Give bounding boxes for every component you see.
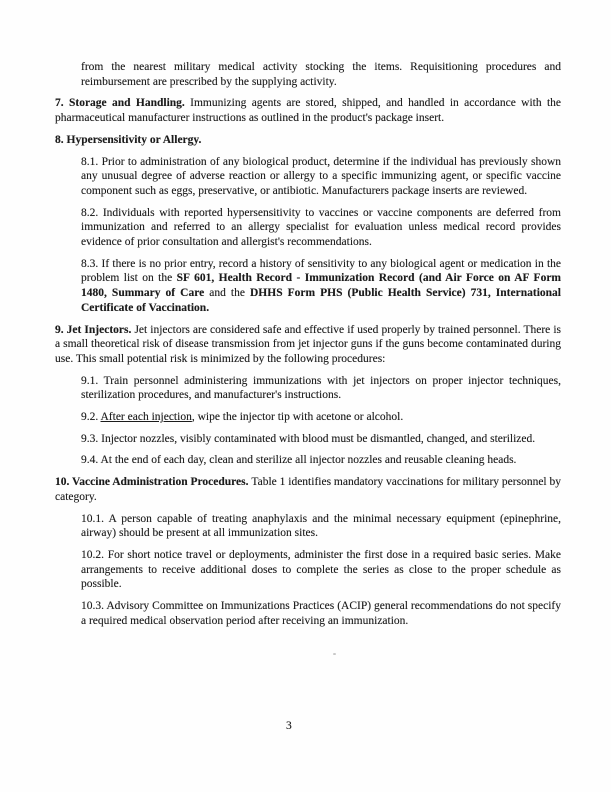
text-run: 9.3. Injector nozzles, visibly contaminated with blood must be dismantled, changed, and sterilized.	[81, 432, 536, 445]
text-run: 8.3. If there is no prior entry, record a history of sensitivity to any biological agent or medication in the problem list on the	[81, 257, 561, 285]
page-number: 3	[286, 720, 292, 732]
bold-text-run: 7. Storage and Handling.	[55, 97, 191, 110]
text-run: from the nearest military medical activity stocking the items. Requisitioning procedures and reimbursement are prescribed by the supplying activity.	[81, 61, 561, 88]
text-run: 9.1. Train personnel administering immunizations with jet injectors on proper injector techniques, sterilization procedures, and manufacturer's instructions.	[81, 374, 561, 402]
bold-text-run: 10. Vaccine Administration Procedures.	[55, 476, 252, 489]
paragraph	[55, 475, 561, 504]
paragraph	[81, 155, 561, 199]
paragraph	[81, 374, 561, 403]
text-run: , wipe the injector tip with acetone or alcohol.	[191, 411, 404, 424]
text-run: Table 1 identifies mandatory vaccinations for military personnel by category.	[55, 476, 561, 503]
text-run: 9.4. At the end of each day, clean and sterilize all injector nozzles and reusable cleaning heads.	[81, 454, 517, 467]
paragraph	[81, 453, 561, 468]
paragraph	[81, 548, 561, 592]
bold-text-run: 9. Jet Injectors.	[55, 323, 135, 336]
paragraph	[55, 133, 561, 148]
text-run: 8.2. Individuals with reported hypersensitivity to vaccines or vaccine components are deferred from immunization and referred to an allergy specialist for evaluation unless medical record provides evidence of prior consultation and allergist's recommendations.	[81, 206, 561, 249]
bold-text-run: SF 601, Health Record - Immunization Record (and Air Force on AF Form 1480, Summary of Care	[81, 272, 562, 300]
text-run: 9.2.	[81, 411, 101, 424]
document-body	[55, 60, 561, 636]
paragraph	[81, 432, 561, 447]
text-run: and the	[204, 287, 250, 300]
paragraph	[81, 512, 561, 541]
text-run: 8.1. Prior to administration of any biological product, determine if the individual has previously shown any unusual degree of adverse reaction or allergy to a specific immunizing agent, or specific vaccine component such as eggs, preservative, or antibiotic. Manufacturers package inserts are reviewed.	[81, 155, 561, 197]
paragraph	[81, 410, 561, 425]
paragraph	[81, 599, 561, 628]
paragraph	[55, 323, 561, 367]
text-run: 10.1. A person capable of treating anaphylaxis and the minimal necessary equipment (epinephrine, airway) should be present at all immunization sites.	[81, 512, 561, 540]
text-run: 10.3. Advisory Committee on Immunizations Practices (ACIP) general recommendations do not specify a required medical observation period after receiving an immunization.	[81, 600, 561, 627]
bold-text-run: 8. Hypersensitivity or Allergy.	[55, 133, 202, 146]
paragraph	[81, 206, 561, 250]
paragraph	[55, 96, 561, 125]
text-run: 10.2. For short notice travel or deployments, administer the first dose in a required basic series. Make arrangements to receive additional doses to complete the series as close to the proper schedule as possible.	[81, 548, 561, 591]
paragraph	[81, 257, 561, 316]
text-run: Jet injectors are considered safe and effective if used properly by trained personnel. There is a small theoretical risk of disease transmission from jet injector guns if the guns become contaminated during use. This small potential risk is minimized by the following procedures:	[55, 323, 561, 365]
paragraph	[81, 60, 561, 89]
scan-artifact	[333, 653, 336, 655]
underlined-text-run: After each injection	[100, 411, 192, 424]
text-run: Immunizing agents are stored, shipped, and handled in accordance with the pharmaceutical manufacturer instructions as outlined in the product's package insert.	[55, 97, 562, 125]
bold-text-run: DHHS Form PHS (Public Health Service) 731, International Certificate of Vaccination.	[81, 287, 561, 314]
